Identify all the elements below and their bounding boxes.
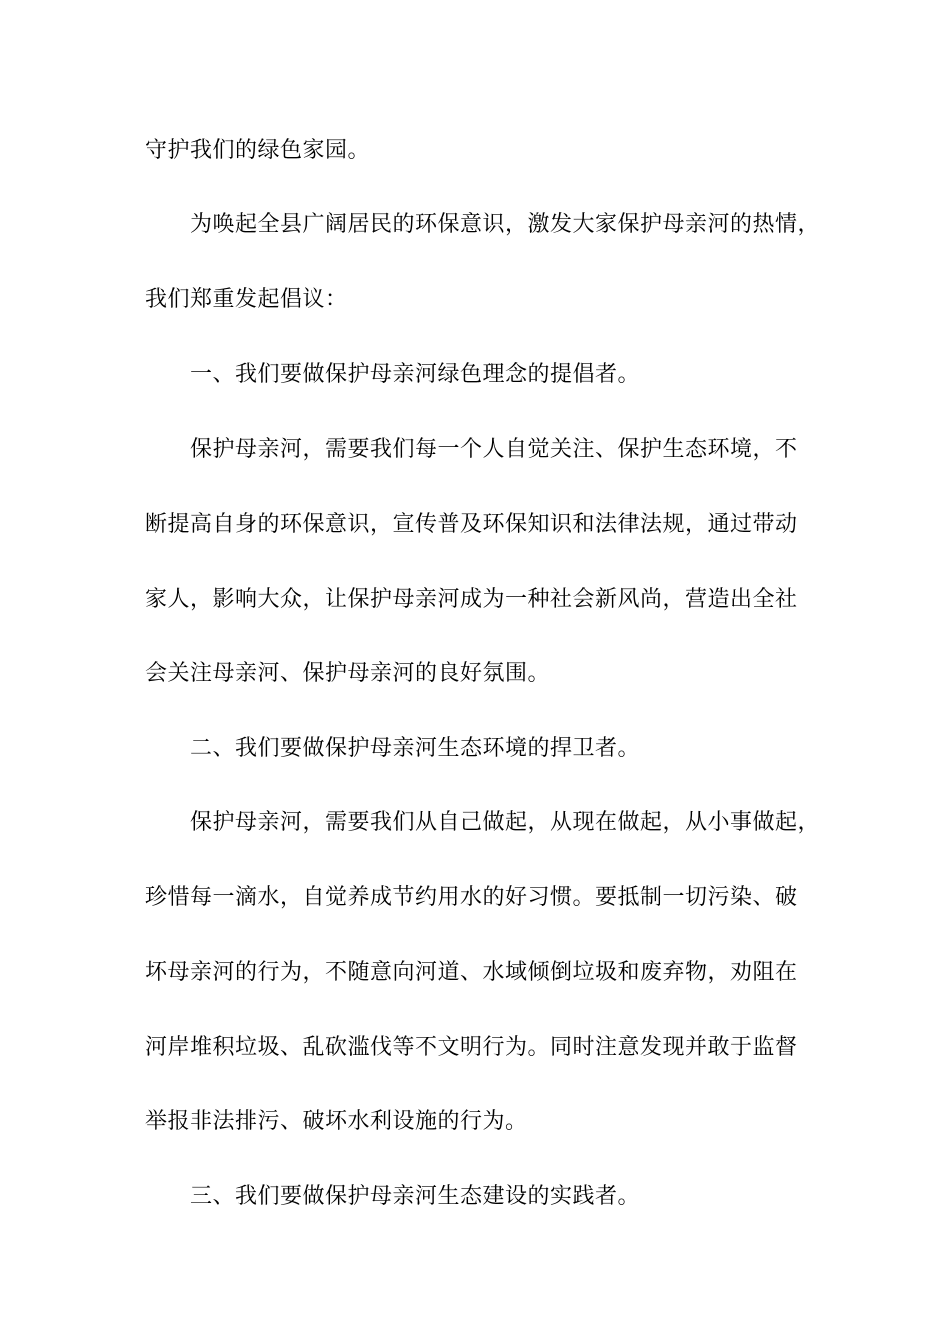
text-line-1: 守护我们的绿色家园。: [145, 138, 371, 163]
text-line-13: 河岸堆积垃圾、乱砍滥伐等不文明行为。同时注意发现并敢于监督: [145, 1035, 798, 1060]
text-line-14: 举报非法排污、破坏水利设施的行为。: [145, 1109, 528, 1134]
text-line-5: 保护母亲河，需要我们每一个人自觉关注、保护生态环境，不: [190, 437, 798, 462]
text-line-3: 我们郑重发起倡议：: [145, 287, 348, 312]
text-line-2: 为唤起全县广阔居民的环保意识，激发大家保护母亲河的热情，: [190, 212, 821, 237]
section-heading-3: 三、我们要做保护母亲河生态建设的实践者。: [190, 1184, 641, 1209]
text-line-10: 保护母亲河，需要我们从自己做起，从现在做起，从小事做起，: [190, 810, 821, 835]
text-line-6: 断提高自身的环保意识，宣传普及环保知识和法律法规，通过带动: [145, 512, 798, 537]
text-line-12: 坏母亲河的行为，不随意向河道、水域倾倒垃圾和废弃物，劝阻在: [145, 960, 798, 985]
text-line-8: 会关注母亲河、保护母亲河的良好氛围。: [145, 661, 551, 686]
text-line-11: 珍惜每一滴水，自觉养成节约用水的好习惯。要抵制一切污染、破: [145, 885, 798, 910]
text-line-7: 家人，影响大众，让保护母亲河成为一种社会新风尚，营造出全社: [145, 587, 798, 612]
section-heading-2: 二、我们要做保护母亲河生态环境的捍卫者。: [190, 736, 641, 761]
section-heading-1: 一、我们要做保护母亲河绿色理念的提倡者。: [190, 362, 641, 387]
